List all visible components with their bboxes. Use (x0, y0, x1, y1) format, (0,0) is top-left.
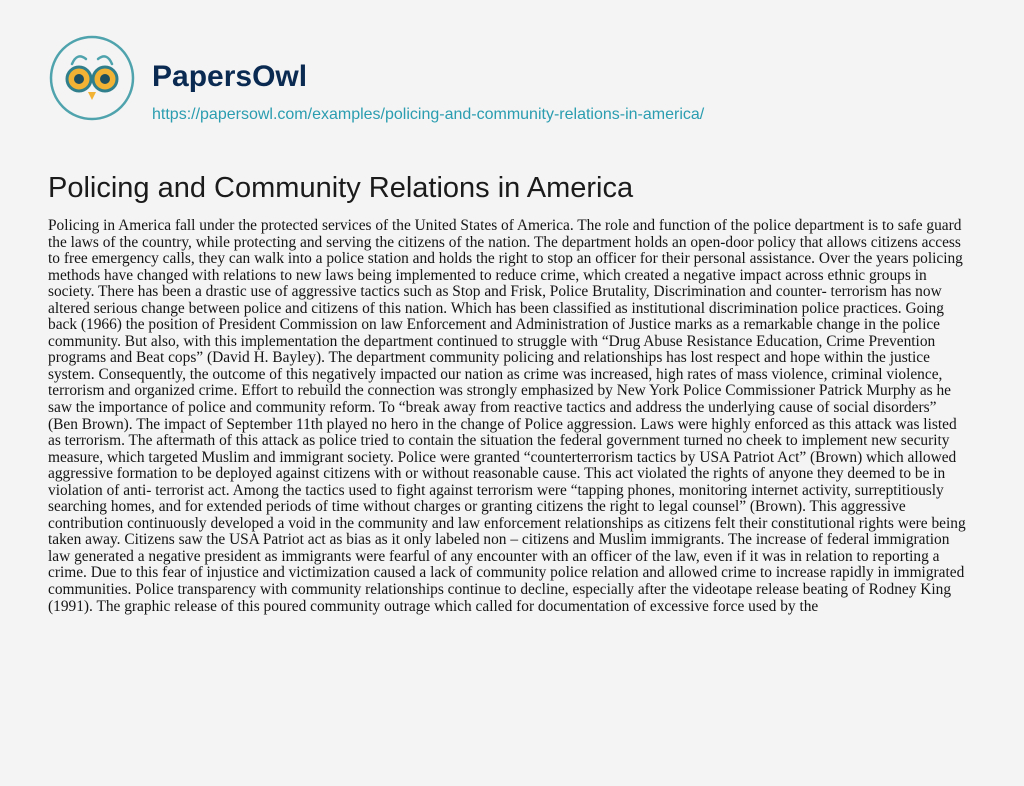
site-brand[interactable]: PapersOwl (152, 60, 308, 93)
essay-body: Policing in America fall under the protected services of the United States of America. The role and function of the police department is to safe guard the laws of the country, while protecting and serving the citizens of the nation. The department holds an open-door policy that allows citizens access to free emergency calls, they can walk into a police station and holds the right to stop an officer for their personal assistance. Over the years policing methods have changed with relations to new laws being implemented to reduce crime, which created a negative impact across ethnic groups in society. There has been a drastic use of aggressive tactics such as Stop and Frisk, Police Brutality, Discrimination and counter- terrorism has now altered serious change between police and citizens of this nation. Which has been classified as institutional discrimination police practices. Going back (1966) the position of President Commission on law Enforcement and Administration of Justice marks as a remarkable change in the police community. But also, with this implementation the department continued to struggle with “Drug Abuse Resistance Education, Crime Prevention programs and Beat cops” (David H. Bayley). The department community policing and relationships has lost respect and hope within the justice system. Consequently, the outcome of this negatively impacted our nation as crime was increased, high rates of mass violence, criminal violence, terrorism and organized crime. Effort to rebuild the connection was strongly emphasized by New York Police Commissioner Patrick Murphy as he saw the importance of police and community reform. To “break away from reactive tactics and address the underlying cause of social disorders” (Ben Brown). The impact of September 11th played no hero in the change of Police aggression. Laws were highly enforced as this attack was listed as terrorism. The aftermath of this attack as police tried to contain the situation the federal government turned no cheek to implement new security measure, which targeted Muslim and immigrant society. Police were granted “counterterrorism tactics by USA Patriot Act” (Brown) which allowed aggressive formation to be deployed against citizens with or without reasonable cause. This act violated the rights of anyone they deemed to be in violation of anti- terrorist act. Among the tactics used to fight against terrorism were “tapping phones, monitoring internet activity, surreptitiously searching homes, and for extended periods of time without charges or granting citizens the right to legal counsel” (Brown). This aggressive contribution continuously developed a void in the community and law enforcement relationships as citizens felt their constitutional rights were being taken away. Citizens saw the USA Patriot act as bias as it only labeled non – citizens and Muslim immigrants. The increase of federal immigration law generated a negative president as immigrants were fearful of any encounter with an officer of the law, even if it was in relation to reporting a crime. Due to this fear of injustice and victimization caused a lack of community police relation and allowed crime to increase rapidly in immigrated communities. Police transparency with community relationships continue to decline, especially after the videotape release beating of Rodney King (1991). The graphic release of this poured community outrage which called for documentation of excessive force used by the (48, 217, 966, 615)
page-title: Policing and Community Relations in America (48, 172, 634, 204)
site-header (48, 32, 988, 142)
owl-logo-icon[interactable] (48, 34, 136, 122)
page-url[interactable]: https://papersowl.com/examples/policing-and-community-relations-in-america/ (152, 106, 705, 123)
